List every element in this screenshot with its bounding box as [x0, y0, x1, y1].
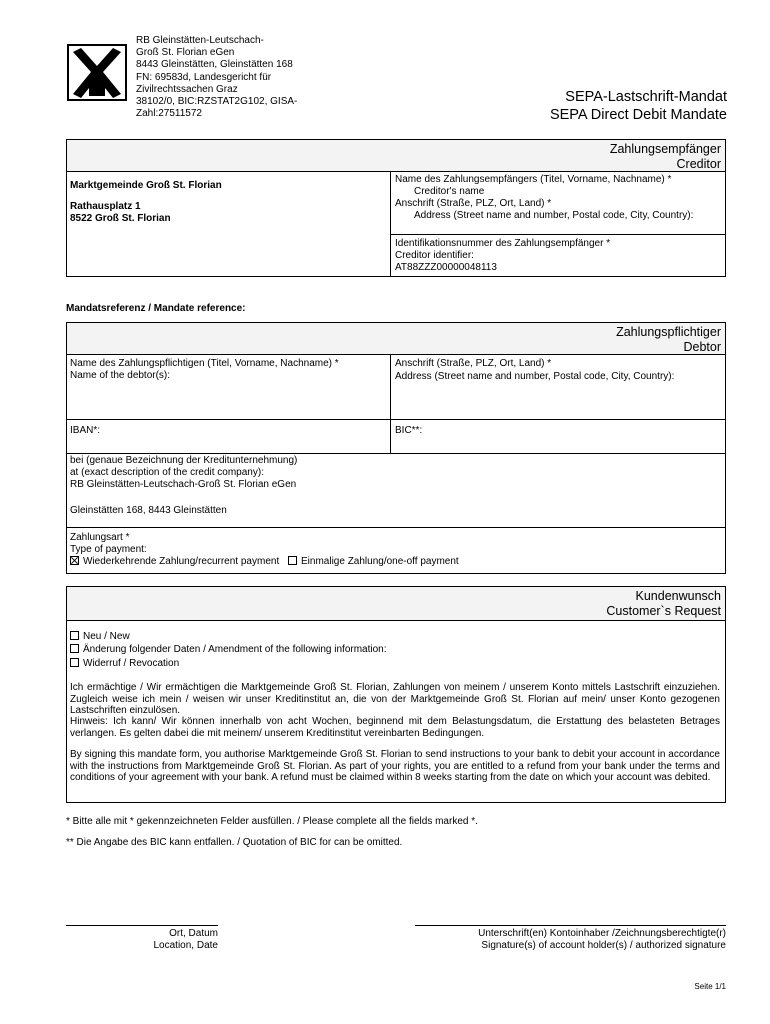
mandate-reference-label: Mandatsreferenz / Mandate reference:	[66, 303, 246, 314]
debtor-bank-line: at (exact description of the credit company):	[70, 467, 264, 478]
bank-line: 38102/0, BIC:RZSTAT2G102, GISA-	[136, 96, 298, 108]
creditor-address-label: Anschrift (Straße, PLZ, Ort, Land) *	[395, 198, 552, 209]
payment-options	[70, 556, 459, 568]
iban-field[interactable]: IBAN*:	[70, 425, 101, 436]
bank-line: Zivilrechtssachen Graz	[136, 83, 238, 95]
creditor-header-en: Creditor	[676, 157, 721, 171]
amend-checkbox[interactable]	[70, 644, 79, 653]
new-label: Neu / New	[83, 631, 130, 642]
debtor-header-en: Debtor	[683, 340, 721, 354]
bank-line: FN: 69583d, Landesgericht für	[136, 71, 272, 83]
creditor-header-de: Zahlungsempfänger	[609, 142, 721, 156]
oneoff-label: Einmalige Zahlung/one-off payment	[301, 556, 459, 567]
creditor-id-label: Identifikationsnummer des Zahlungsempfänger *	[395, 238, 611, 249]
debtor-bank-name: RB Gleinstätten-Leutschach-Groß St. Florian eGen	[70, 479, 297, 490]
revoke-label: Widerruf / Revocation	[83, 658, 180, 669]
oneoff-checkbox[interactable]	[288, 556, 297, 565]
debtor-header	[66, 322, 726, 355]
creditor-name-label-en: Creditor's name	[414, 186, 485, 197]
signature-label-en: Signature(s) of account holder(s) / authorized signature	[481, 940, 726, 951]
debtor-bank-address: Gleinstätten 168, 8443 Gleinstätten	[70, 505, 227, 516]
place-date-label: Ort, Datum	[169, 928, 218, 939]
new-checkbox[interactable]	[70, 631, 79, 640]
amend-label: Änderung folgender Daten / Amendment of the following information:	[83, 644, 387, 655]
authorization-text-en: By signing this mandate form, you authorise Marktgemeinde Groß St. Florian to send instructions to your bank to debit your account in accordance with the instructions from Marktgemeinde Groß St. Florian. As part of your rights, you are entitled to a refund from your bank under the terms and conditions of your agreement with your bank. A refund must be claimed within 8 weeks starting from the date on which your account was debited.	[70, 749, 720, 784]
recurrent-checkbox[interactable]	[70, 556, 79, 565]
debtor-bank-line: bei (genaue Bezeichnung der Kreditunternehmung)	[70, 455, 298, 466]
bic-field[interactable]: BIC**:	[395, 425, 423, 436]
option-new	[70, 631, 130, 643]
debtor-header-de: Zahlungspflichtiger	[616, 325, 721, 339]
bank-logo	[67, 44, 127, 101]
option-amend	[70, 644, 387, 656]
debtor-divider	[390, 354, 391, 453]
recurrent-label: Wiederkehrende Zahlung/recurrent payment	[83, 556, 280, 567]
creditor-divider	[390, 171, 391, 277]
request-header-de: Kundenwunsch	[635, 589, 721, 603]
place-date-label-en: Location, Date	[153, 940, 218, 951]
request-header	[66, 586, 726, 621]
signature-line[interactable]	[415, 925, 726, 926]
debtor-payment-divider	[66, 527, 726, 528]
signature-label: Unterschrift(en) Kontoinhaber /Zeichnungsberechtigte(r)	[478, 928, 726, 939]
bank-line: 8443 Gleinstätten, Gleinstätten 168	[136, 59, 293, 71]
option-revoke	[70, 658, 179, 670]
debtor-address-label: Anschrift (Straße, PLZ, Ort, Land) *	[395, 358, 552, 369]
creditor-id-value: AT88ZZZ00000048113	[395, 262, 497, 273]
bank-line: RB Gleinstätten-Leutschach-	[136, 35, 264, 46]
bank-line: Groß St. Florian eGen	[136, 47, 235, 59]
debtor-name-label: Name des Zahlungspflichtigen (Titel, Vorname, Nachname) *	[70, 358, 339, 369]
creditor-name-label: Name des Zahlungsempfängers (Titel, Vorname, Nachname) *	[395, 174, 672, 185]
place-date-line[interactable]	[66, 925, 218, 926]
payment-type-label-en: Type of payment:	[70, 544, 147, 555]
creditor-id-label-en: Creditor identifier:	[395, 250, 474, 261]
title-en: SEPA Direct Debit Mandate	[549, 107, 727, 123]
creditor-city: 8522 Groß St. Florian	[70, 213, 171, 224]
note-bic: ** Die Angabe des BIC kann entfallen. / Quotation of BIC for can be omitted.	[66, 837, 403, 848]
debtor-bank-divider	[66, 453, 726, 454]
creditor-street: Rathausplatz 1	[70, 201, 141, 212]
debtor-address-label-en: Address (Street name and number, Postal code, City, Country):	[395, 371, 675, 382]
page-title	[550, 88, 727, 124]
note-required: * Bitte alle mit * gekennzeichneten Felder ausfüllen. / Please complete all the fields marked *.	[66, 816, 478, 827]
page-number: Seite 1/1	[694, 982, 726, 991]
creditor-name: Marktgemeinde Groß St. Florian	[70, 180, 222, 191]
notice-text-de: Hinweis: Ich kann/ Wir können innerhalb von acht Wochen, beginnend mit dem Belastungsdatum, die Erstattung des belasteten Betrages verlangen. Es gelten dabei die mit meinem/ unserem Kreditinstitut vereinbarten Bedingungen.	[70, 716, 720, 739]
crossed-gables-icon	[69, 46, 125, 99]
debtor-iban-divider	[66, 419, 726, 420]
title-de: SEPA-Lastschrift-Mandat	[565, 89, 727, 105]
payment-type-label: Zahlungsart *	[70, 532, 130, 543]
bank-line: Zahl:27511572	[136, 108, 202, 120]
request-header-en: Customer`s Request	[606, 604, 721, 618]
creditor-id-divider	[390, 234, 726, 235]
revoke-checkbox[interactable]	[70, 658, 79, 667]
debtor-name-label-en: Name of the debtor(s):	[70, 370, 171, 381]
creditor-address-label-en: Address (Street name and number, Postal code, City, Country):	[414, 210, 694, 221]
bank-info	[136, 35, 336, 120]
authorization-text-de: Ich ermächtige / Wir ermächtigen die Marktgemeinde Groß St. Florian, Zahlungen von meinem / unserem Konto mittels Lastschrift einzuziehen. Zugleich weise ich mein / weisen wir unser Kreditinstitut an, die von der Marktgemeinde Groß St. Florian auf mein/ unser Konto gezogenen Lastschriften einzulösen.	[70, 682, 720, 717]
creditor-header	[66, 139, 726, 172]
